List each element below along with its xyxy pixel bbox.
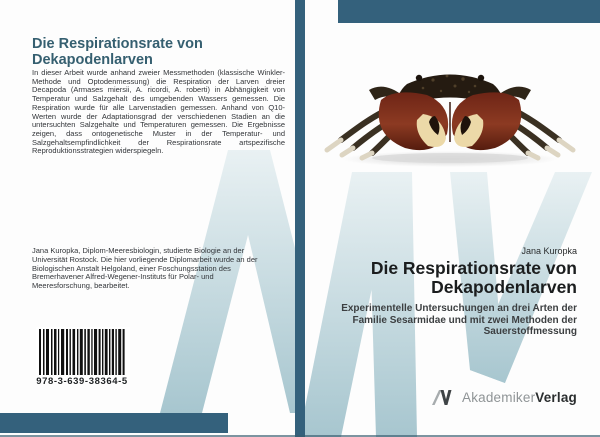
front-author-name: Jana Kuropka (521, 246, 577, 256)
back-cover-title: Die Respirationsrate von Dekapodenlarven (32, 36, 203, 69)
publisher-name (462, 390, 577, 405)
publisher-name-bold: Verlag (535, 390, 577, 405)
book-spine (295, 0, 305, 437)
front-header-bar (338, 0, 600, 23)
back-footer-bar (0, 413, 228, 433)
front-cover-subtitle: Experimentelle Untersuchungen an drei Arten der Familie Sesarmidae und mit zwei Methoden der Sauerstoffmessung (341, 303, 577, 338)
barcode (36, 327, 130, 380)
back-cover-abstract: In dieser Arbeit wurde anhand zweier Messmethoden (klassische Winkler-Methode und Optodenmessung) die Respiration der Larven dreier Decapoda (Armases miersii, A. ricordi, A. roberti) in Abhängigkeit von Temperatur und Salzgehalt des umgebenden Wassers gemessen. Die Respiration wurde für alle Larvenstadien gemessen. Anhand von Q10-Werten wurde der Adaptationsgrad der verschiedenen Stadien an die untersuchten Salzgehalte und Temperaturen gemessen. Die Ergebnisse zeigen, dass ontogenetische Muster in der Temperatur- und Salzgehaltsempfindlichkeit der Respirationsrate artspezifische Reproduktionsstrategien widerspiegeln. (32, 68, 285, 156)
front-cover-title: Die Respirationsrate von Dekapodenlarven (370, 258, 577, 297)
publisher-name-light: Akademiker (461, 390, 536, 405)
isbn-number: 978-3-639-38364-5 (36, 376, 128, 387)
author-bio: Jana Kuropka, Diplom-Meeresbiologin, studierte Biologie an der Universität Rostock. Die hier vorliegende Diplomarbeit wurde an der Biologischen Anstalt Helgoland, einer Foschungsstation des Bremerhavener Alfred-Wegener-Instituts für Polar- und Meeresforschung, bearbeitet. (32, 246, 258, 291)
crab-photo (315, 62, 585, 170)
publisher-logo (431, 389, 577, 406)
av-logo-icon (431, 389, 457, 406)
